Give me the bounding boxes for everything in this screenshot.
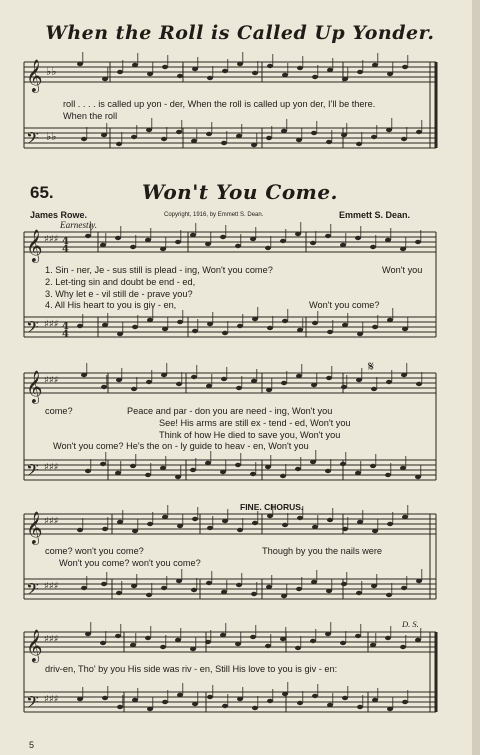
notehead <box>191 588 197 592</box>
svg-text:4: 4 <box>62 329 69 340</box>
notehead <box>117 332 123 336</box>
notehead <box>341 582 347 586</box>
notehead <box>130 245 136 249</box>
notehead <box>371 387 377 391</box>
notehead <box>266 136 272 140</box>
notehead <box>357 520 363 524</box>
notehead <box>116 378 122 382</box>
svg-text:𝄞: 𝄞 <box>26 370 43 403</box>
notehead <box>386 380 392 384</box>
notehead <box>280 637 286 641</box>
notehead <box>295 646 301 650</box>
notehead <box>296 138 302 142</box>
notehead <box>205 461 211 465</box>
notehead <box>310 460 316 464</box>
notehead <box>177 74 183 78</box>
notehead <box>402 515 408 519</box>
svg-text:𝄢: 𝄢 <box>26 128 39 152</box>
notehead <box>147 707 153 711</box>
notehead <box>132 529 138 533</box>
fine-chorus-marking: FINE. CHORUS. <box>240 502 304 512</box>
notehead <box>342 77 348 81</box>
notehead <box>147 318 153 322</box>
notehead <box>251 379 257 383</box>
notehead <box>385 636 391 640</box>
notehead <box>327 518 333 522</box>
notehead <box>416 579 422 583</box>
notehead <box>370 464 376 468</box>
notehead <box>85 632 91 636</box>
notehead <box>100 243 106 247</box>
notehead <box>145 238 151 242</box>
svg-text:𝄋: 𝄋 <box>368 359 375 375</box>
notehead <box>147 72 153 76</box>
notehead <box>116 591 122 595</box>
verse-line: 2. Let-ting sin and doubt be end - ed, <box>45 277 196 287</box>
notehead <box>252 521 258 525</box>
notehead <box>192 702 198 706</box>
notehead <box>131 584 137 588</box>
verse-line: Think of how He died to save you, Won't you <box>159 430 341 440</box>
notehead <box>176 382 182 386</box>
notehead <box>326 140 332 144</box>
svg-text:♯♯♯: ♯♯♯ <box>44 462 59 473</box>
notehead <box>221 141 227 145</box>
notehead <box>100 641 106 645</box>
notehead <box>162 515 168 519</box>
notehead <box>176 579 182 583</box>
svg-text:♯♯♯: ♯♯♯ <box>44 375 59 386</box>
lyricist: James Rowe. <box>30 210 88 220</box>
notehead <box>190 233 196 237</box>
notehead <box>146 128 152 132</box>
notehead <box>327 703 333 707</box>
notehead <box>206 384 212 388</box>
notehead <box>267 699 273 703</box>
svg-text:𝄢: 𝄢 <box>26 692 39 716</box>
notehead <box>356 142 362 146</box>
notehead <box>280 239 286 243</box>
notehead <box>266 388 272 392</box>
notehead <box>297 328 303 332</box>
notehead <box>131 387 137 391</box>
hymn-number: 65. <box>30 183 54 202</box>
notehead <box>342 696 348 700</box>
notehead <box>220 470 226 474</box>
verse-line: 4. All His heart to you is giv - en, <box>45 300 177 310</box>
notehead <box>265 644 271 648</box>
notehead <box>297 66 303 70</box>
verse-line: 3. Why let e - vil still de - prave you? <box>45 289 193 299</box>
verse-line: Won't you come? <box>309 300 380 310</box>
notehead <box>252 706 258 710</box>
notehead <box>77 697 83 701</box>
notehead <box>235 642 241 646</box>
notehead <box>281 594 287 598</box>
notehead <box>251 592 257 596</box>
svg-text:♯♯♯: ♯♯♯ <box>44 694 59 705</box>
notehead <box>415 240 421 244</box>
notehead <box>371 135 377 139</box>
notehead <box>371 584 377 588</box>
notehead <box>341 133 347 137</box>
notehead <box>160 247 166 251</box>
notehead <box>206 132 212 136</box>
verse-line: Peace and par - don you are need - ing, Won't you <box>127 406 333 416</box>
hymn-title: Won't You Come. <box>141 180 339 204</box>
notehead <box>235 244 241 248</box>
notehead <box>266 585 272 589</box>
notehead <box>267 64 273 68</box>
verse-line: Won't you come? He's the on - ly guide to heav - en, Won't you <box>53 441 309 451</box>
notehead <box>101 133 107 137</box>
notehead <box>222 704 228 708</box>
notehead <box>326 376 332 380</box>
notehead <box>265 465 271 469</box>
notehead <box>372 325 378 329</box>
notehead <box>416 130 422 134</box>
notehead <box>265 246 271 250</box>
notehead <box>250 635 256 639</box>
notehead <box>145 636 151 640</box>
chorus-line: driv-en, Tho' by you His side was riv - en, Still His love to you is giv - en: <box>45 664 338 674</box>
notehead <box>415 475 421 479</box>
notehead <box>177 524 183 528</box>
notehead <box>175 638 181 642</box>
notehead <box>281 129 287 133</box>
notehead <box>282 73 288 77</box>
verse-line: Won't you <box>382 265 423 275</box>
notehead <box>117 520 123 524</box>
svg-text:4: 4 <box>62 236 69 247</box>
notehead <box>236 386 242 390</box>
notehead <box>162 65 168 69</box>
notehead <box>130 643 136 647</box>
notehead <box>116 142 122 146</box>
notehead <box>401 137 407 141</box>
svg-text:𝄞: 𝄞 <box>26 229 43 262</box>
notehead <box>340 243 346 247</box>
notehead <box>296 374 302 378</box>
notehead <box>325 234 331 238</box>
svg-text:4: 4 <box>62 321 69 332</box>
notehead <box>250 237 256 241</box>
notehead <box>77 324 83 328</box>
notehead <box>102 323 108 327</box>
notehead <box>251 143 257 147</box>
notehead <box>282 523 288 527</box>
notehead <box>312 525 318 529</box>
notehead <box>402 65 408 69</box>
notehead <box>372 529 378 533</box>
svg-text:𝄢: 𝄢 <box>26 460 39 484</box>
notehead <box>282 319 288 323</box>
notehead <box>192 517 198 521</box>
notehead <box>162 327 168 331</box>
notehead <box>177 320 183 324</box>
notehead <box>131 135 137 139</box>
notehead <box>161 586 167 590</box>
notehead <box>237 62 243 66</box>
notehead <box>415 638 421 642</box>
notehead <box>175 240 181 244</box>
notehead <box>312 694 318 698</box>
notehead <box>385 473 391 477</box>
notehead <box>77 528 83 532</box>
notehead <box>372 63 378 67</box>
notehead <box>177 693 183 697</box>
notehead <box>297 516 303 520</box>
notehead <box>222 519 228 523</box>
notehead <box>191 139 197 143</box>
svg-text:♭♭: ♭♭ <box>46 130 57 143</box>
notehead <box>100 462 106 466</box>
prev-lyrics-line: When the roll <box>63 111 118 121</box>
notehead <box>237 324 243 328</box>
svg-text:𝄞: 𝄞 <box>26 59 43 92</box>
notehead <box>222 69 228 73</box>
notehead <box>342 323 348 327</box>
notehead <box>207 526 213 530</box>
notehead <box>117 705 123 709</box>
notehead <box>416 382 422 386</box>
notehead <box>132 325 138 329</box>
notehead <box>220 235 226 239</box>
svg-text:♯♯♯: ♯♯♯ <box>44 234 59 245</box>
notehead <box>311 383 317 387</box>
notehead <box>372 698 378 702</box>
verse-line: See! His arms are still ex - tend - ed, Won't you <box>159 418 351 428</box>
notehead <box>356 591 362 595</box>
notehead <box>355 236 361 240</box>
notehead <box>280 474 286 478</box>
notehead <box>207 76 213 80</box>
notehead <box>387 72 393 76</box>
notehead <box>400 247 406 251</box>
notehead <box>117 70 123 74</box>
notehead <box>132 63 138 67</box>
notehead <box>355 471 361 475</box>
notehead <box>102 527 108 531</box>
notehead <box>236 583 242 587</box>
notehead <box>207 322 213 326</box>
notehead <box>356 378 362 382</box>
notehead <box>81 373 87 377</box>
notehead <box>267 326 273 330</box>
notehead <box>310 241 316 245</box>
notehead <box>162 700 168 704</box>
copyright: Copyright, 1916, by Emmett S. Dean. <box>164 212 264 218</box>
notehead <box>311 131 317 135</box>
notehead <box>250 472 256 476</box>
notehead <box>282 692 288 696</box>
chorus-line: Won't you come? won't you come? <box>59 558 201 568</box>
notehead <box>370 245 376 249</box>
notehead <box>387 522 393 526</box>
svg-text:𝄢: 𝄢 <box>26 579 39 603</box>
notehead <box>191 375 197 379</box>
notehead <box>147 522 153 526</box>
notehead <box>387 318 393 322</box>
notehead <box>267 514 273 518</box>
notehead <box>192 329 198 333</box>
notehead <box>296 587 302 591</box>
notehead <box>236 134 242 138</box>
notehead <box>340 641 346 645</box>
notehead <box>176 130 182 134</box>
notehead <box>146 380 152 384</box>
notehead <box>237 528 243 532</box>
notehead <box>402 327 408 331</box>
notehead <box>221 377 227 381</box>
svg-text:♯♯♯: ♯♯♯ <box>44 516 59 527</box>
notehead <box>102 77 108 81</box>
svg-text:♭♭: ♭♭ <box>46 65 57 78</box>
svg-text:𝄞: 𝄞 <box>26 511 43 544</box>
notehead <box>190 468 196 472</box>
notehead <box>311 580 317 584</box>
notehead <box>222 331 228 335</box>
ds-marking: D. S. <box>402 619 419 629</box>
notehead <box>295 467 301 471</box>
notehead <box>281 381 287 385</box>
notehead <box>175 475 181 479</box>
notehead <box>385 238 391 242</box>
prev-hymn-title: When the Roll is Called Up Yonder. <box>45 22 435 44</box>
notehead <box>355 634 361 638</box>
notehead <box>146 593 152 597</box>
notehead <box>221 590 227 594</box>
notehead <box>400 466 406 470</box>
notehead <box>237 697 243 701</box>
notehead <box>357 70 363 74</box>
notehead <box>160 466 166 470</box>
notehead <box>207 695 213 699</box>
notehead <box>370 643 376 647</box>
notehead <box>357 705 363 709</box>
notehead <box>312 75 318 79</box>
svg-text:♯♯♯: ♯♯♯ <box>44 581 59 592</box>
notehead <box>192 67 198 71</box>
notehead <box>161 137 167 141</box>
tempo-marking: Earnestly. <box>60 220 98 230</box>
svg-text:♯♯♯: ♯♯♯ <box>44 319 59 330</box>
page-number: 5 <box>29 740 35 750</box>
svg-text:𝄞: 𝄞 <box>26 629 43 662</box>
svg-text:4: 4 <box>62 244 69 255</box>
notehead <box>235 463 241 467</box>
notehead <box>401 586 407 590</box>
notehead <box>102 696 108 700</box>
notehead <box>145 473 151 477</box>
notehead <box>386 593 392 597</box>
notehead <box>326 589 332 593</box>
notehead <box>342 527 348 531</box>
notehead <box>205 640 211 644</box>
svg-text:𝄢: 𝄢 <box>26 317 39 341</box>
notehead <box>312 321 318 325</box>
notehead <box>85 234 91 238</box>
notehead <box>387 707 393 711</box>
notehead <box>190 647 196 651</box>
notehead <box>77 62 83 66</box>
notehead <box>327 68 333 72</box>
notehead <box>115 634 121 638</box>
notehead <box>252 317 258 321</box>
notehead <box>340 462 346 466</box>
notehead <box>160 645 166 649</box>
notehead <box>115 471 121 475</box>
verse-line: 1. Sin - ner, Je - sus still is plead - ing, Won't you come? <box>45 265 273 275</box>
notehead <box>101 582 107 586</box>
notehead <box>295 232 301 236</box>
notehead <box>357 332 363 336</box>
notehead <box>325 632 331 636</box>
prev-lyrics-line: roll . . . . is called up yon - der, When the roll is called up yon der, I'll be there. <box>63 99 376 109</box>
composer: Emmett S. Dean. <box>339 210 411 220</box>
chorus-line: come? won't you come? <box>45 546 144 556</box>
notehead <box>327 330 333 334</box>
notehead <box>85 469 91 473</box>
svg-text:♯♯♯: ♯♯♯ <box>44 634 59 645</box>
notehead <box>101 385 107 389</box>
verse-line: come? <box>45 406 73 416</box>
notehead <box>400 645 406 649</box>
notehead <box>401 373 407 377</box>
notehead <box>205 242 211 246</box>
notehead <box>115 236 121 240</box>
notehead <box>297 701 303 705</box>
notehead <box>310 639 316 643</box>
chorus-line: Though by you the nails were <box>262 546 383 556</box>
notehead <box>132 698 138 702</box>
notehead <box>161 373 167 377</box>
notehead <box>81 586 87 590</box>
notehead <box>341 385 347 389</box>
notehead <box>206 581 212 585</box>
notehead <box>252 71 258 75</box>
notehead <box>386 128 392 132</box>
notehead <box>402 700 408 704</box>
notehead <box>81 137 87 141</box>
notehead <box>325 469 331 473</box>
notehead <box>220 633 226 637</box>
notehead <box>130 464 136 468</box>
